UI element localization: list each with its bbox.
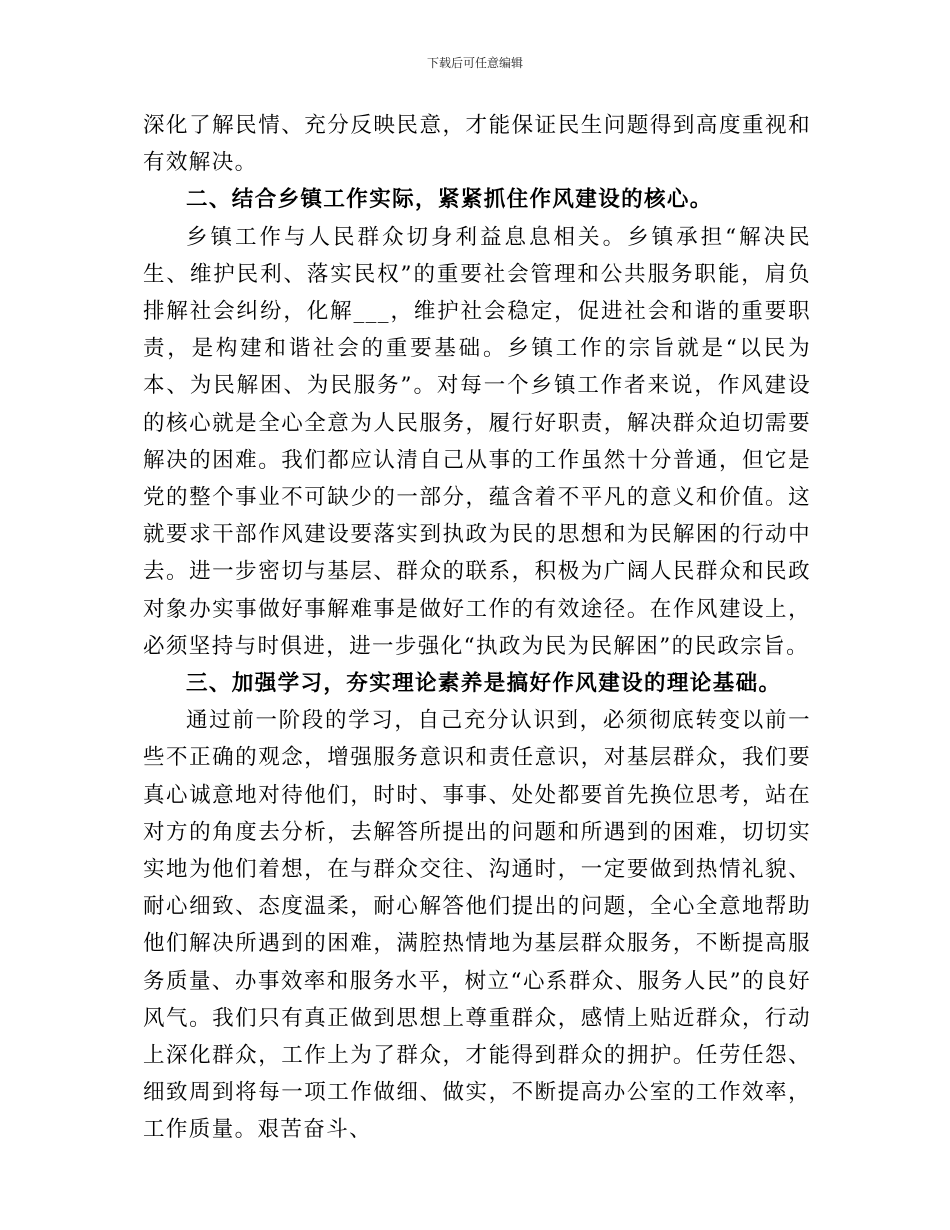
section-heading-3: 三、加强学习，夯实理论素养是搞好作风建设的理论基础。 [186, 671, 782, 697]
page-header: 下载后可任意编辑 [426, 56, 523, 70]
section-heading-2: 二、结合乡镇工作实际，紧紧抓住作风建设的核心。 [186, 187, 713, 213]
document-body [143, 107, 811, 1149]
paragraph-3: 通过前一阶段的学习，自己充分认识到，必须彻底转变以前一些不正确的观念，增强服务意识和责任意识，对基层群众，我们要真心诚意地对待他们，时时、事事、处处都要首先换位思考，站在对方的角度去分析，去解答所提出的问题和所遇到的困难，切切实实地为他们着想，在与群众交往、沟通时，一定要做到热情礼貌、耐心细致、态度温柔，耐心解答他们提出的问题，全心全意地帮助他们解决所遇到的困难，满腔热情地为基层群众服务，不断提高服务质量、办事效率和服务水平，树立“心系群众、服务人民”的良好风气。我们只有真正做到思想上尊重群众，感情上贴近群众，行动上深化群众，工作上为了群众，才能得到群众的拥护。任劳任怨、细致周到将每一项工作做细、做实，不断提高办公室的工作效率，工作质量。艰苦奋斗、 [143, 708, 811, 1143]
paragraph-2: 乡镇工作与人民群众切身利益息息相关。乡镇承担“解决民生、维护民利、落实民权”的重要社会管理和公共服务职能，肩负排解社会纠纷，化解___，维护社会稳定，促进社会和谐的重要职责，是构建和谐社会的重要基础。乡镇工作的宗旨就是“以民为本、为民解困、为民服务”。对每一个乡镇工作者来说，作风建设的核心就是全心全意为人民服务，履行好职责，解决群众迫切需要解决的困难。我们都应认清自己从事的工作虽然十分普通，但它是党的整个事业不可缺少的一部分，蕴含着不平凡的意义和价值。这就要求干部作风建设要落实到执政为民的思想和为民解困的行动中去。进一步密切与基层、群众的联系，积极为广阔人民群众和民政对象办实事做好事解难事是做好工作的有效途径。在作风建设上，必须坚持与时俱进，进一步强化“执政为民为民解困”的民政宗旨。 [143, 224, 811, 659]
paragraph-1: 深化了解民情、充分反映民意，才能保证民生问题得到高度重视和有效解决。 [143, 113, 811, 176]
